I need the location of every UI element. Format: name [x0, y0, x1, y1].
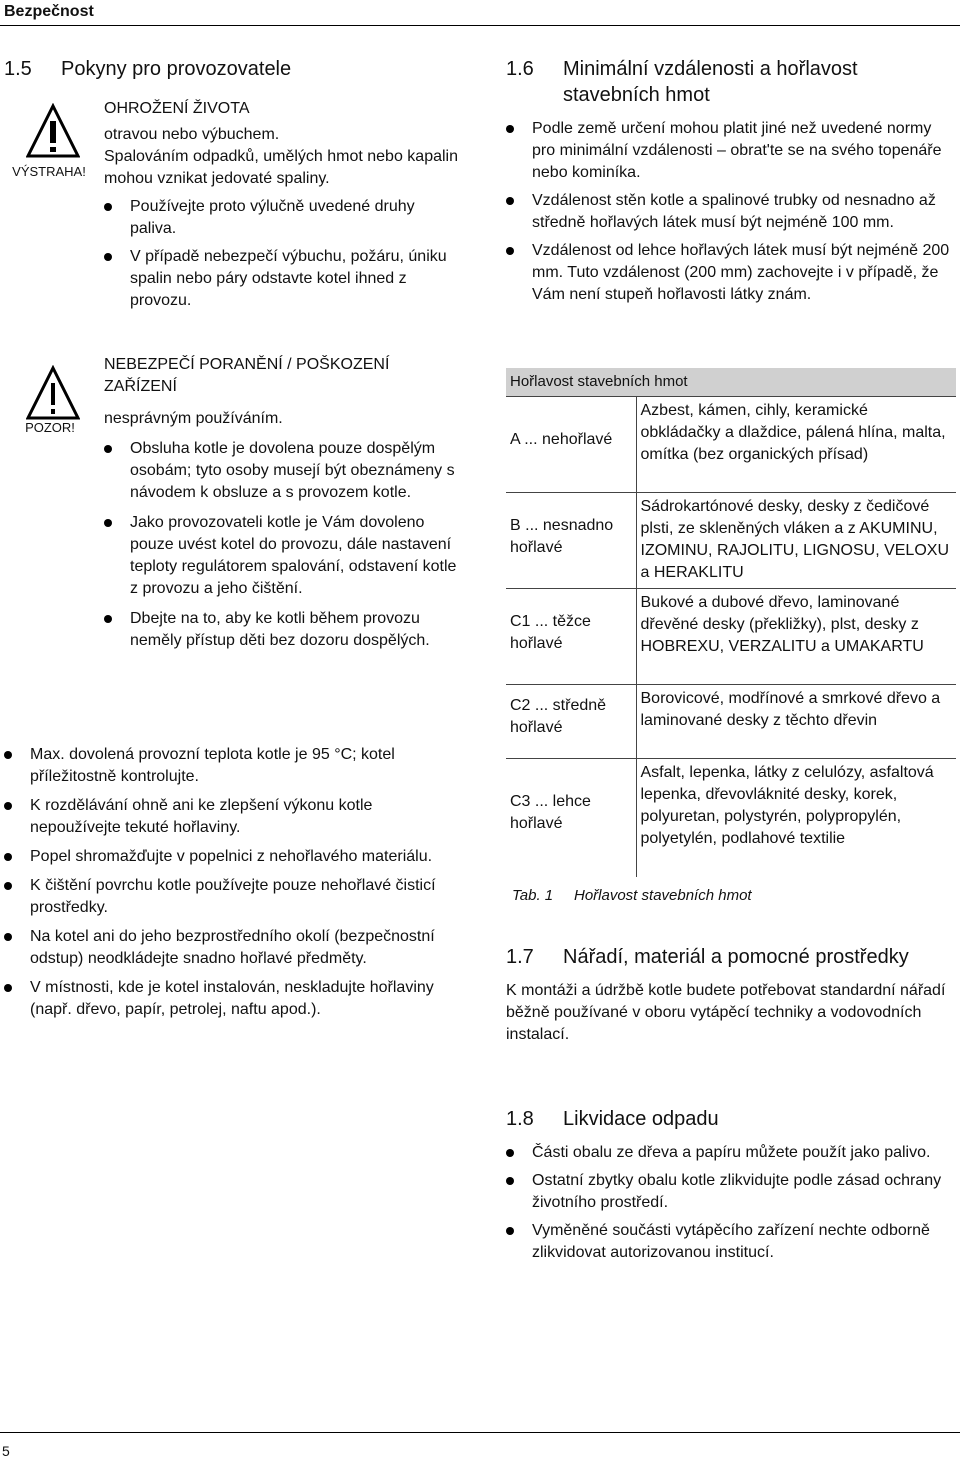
flammability-table	[506, 368, 956, 877]
warning-2-content	[104, 354, 459, 652]
table-row	[506, 493, 956, 589]
section-1-8-bullet: Ostatní zbytky obalu kotle zlikvidujte podle zásad ochrany životního prostředí.	[506, 1170, 956, 1214]
section-title: Nářadí, materiál a pomocné prostředky	[563, 946, 909, 968]
table-cell-class: C2 ... středně hořlavé	[506, 685, 636, 759]
general-bullet: Popel shromažďujte v popelnici z nehořlavého materiálu.	[4, 846, 459, 868]
table-cell-class: B ... nesnadno hořlavé	[506, 493, 636, 589]
warning-block-icon-1	[26, 103, 90, 166]
section-1-6	[506, 56, 956, 306]
warning-triangle-icon	[26, 103, 80, 159]
warning-1-line: otravou nebo výbuchem.	[104, 126, 280, 143]
warning-1-content	[104, 98, 459, 312]
section-1-6-bullet: Vzdálenost od lehce hořlavých látek musí být nejméně 200 mm. Tuto vzdálenost (200 mm) zachovejte i v případě, že Vám není stupeň hořlavosti látky znám.	[506, 240, 956, 306]
section-title: Likvidace odpadu	[563, 1108, 719, 1130]
section-title: Pokyny pro provozovatele	[61, 58, 292, 80]
warning-2-bullet: Jako provozovateli kotle je Vám dovoleno pouze uvést kotel do provozu, dále nastavení teploty regulátorem spalování, odstavení kotle z provozu a jeho čištění.	[104, 512, 459, 600]
section-1-7-text: K montáži a údržbě kotle budete potřebovat standardní nářadí běžně používané v oboru vytápěcí techniky a vodovodních instalací.	[506, 982, 946, 1043]
section-1-6-bullet: Podle země určení mohou platit jiné než uvedené normy pro minimální vzdálenosti – obrat'te se na svého topenáře nebo kominíka.	[506, 118, 956, 184]
general-bullet: Max. dovolená provozní teplota kotle je 95 °C; kotel příležitostně kontrolujte.	[4, 744, 459, 788]
warning-2-bullet: Dbejte na to, aby ke kotli během provozu neměly přístup děti bez dozoru dospělých.	[104, 608, 459, 652]
warning-triangle-icon	[26, 365, 80, 421]
warning-2-line: nesprávným používáním.	[104, 410, 283, 427]
section-number: 1.7	[506, 946, 534, 968]
table-cell-class: C3 ... lehce hořlavé	[506, 759, 636, 877]
section-1-5-heading	[4, 56, 464, 82]
warning-1-bullet: V případě nebezpečí výbuchu, požáru, úniku spalin nebo páry odstavte kotel ihned z provozu.	[104, 246, 459, 312]
section-1-8-bullet: Části obalu ze dřeva a papíru můžete použít jako palivo.	[506, 1142, 956, 1164]
table-cell-materials: Sádrokartónové desky, desky z čedičové plsti, ze skleněných vláken a z AKUMINU, IZOMINU, RAJOLITU, LIGNOSU, VELOXU a HERAKLITU	[636, 493, 956, 589]
table-caption-num: Tab. 1	[512, 886, 554, 904]
section-number: 1.5	[4, 58, 32, 80]
table-row	[506, 759, 956, 877]
warning-2-title: NEBEZPEČÍ PORANĚNÍ / POŠKOZENÍ ZAŘÍZENÍ	[104, 356, 390, 395]
warning-1-bullet: Používejte proto výlučně uvedené druhy paliva.	[104, 196, 459, 240]
general-bullet: K rozdělávání ohně ani ke zlepšení výkonu kotle nepoužívejte tekuté hořlaviny.	[4, 795, 459, 839]
page-header	[0, 0, 960, 26]
table-cell-materials: Asfalt, lepenka, látky z celulózy, asfaltová lepenka, dřevovláknité desky, korek, polyuretan, polystyrén, polypropylén, polyetylén, podlahové textilie	[636, 759, 956, 877]
warning-block-icon-2	[26, 365, 90, 428]
table-caption	[506, 885, 958, 907]
table-cell-materials: Azbest, kámen, cihly, keramické obkládačky a dlaždice, pálená hlína, malta, omítka (bez organických přísad)	[636, 397, 956, 493]
flammability-table-block	[506, 368, 958, 907]
header-title: Bezpečnost	[4, 3, 94, 20]
section-number: 1.8	[506, 1108, 534, 1130]
table-cell-materials: Borovicové, modřínové a smrkové dřevo a laminované desky z těchto dřevin	[636, 685, 956, 759]
section-number: 1.6	[506, 58, 534, 80]
warning-2-bullet: Obsluha kotle je dovolena pouze dospělým osobám; tyto osoby musejí být obeznámeny s návodem k obsluze a s provozem kotle.	[104, 438, 459, 504]
table-cell-class: C1 ... těžce hořlavé	[506, 589, 636, 685]
general-bullet: K čištění povrchu kotle používejte pouze nehořlavé čisticí prostředky.	[4, 875, 459, 919]
section-title: Minimální vzdálenosti a hořlavost stavebních hmot	[563, 58, 858, 106]
table-cell-class: A ... nehořlavé	[506, 397, 636, 493]
section-1-7	[506, 944, 956, 1046]
table-row	[506, 685, 956, 759]
table-row	[506, 589, 956, 685]
warning-1-title: OHROŽENÍ ŽIVOTA	[104, 100, 250, 117]
general-bullet: V místnosti, kde je kotel instalován, neskladujte hořlaviny (např. dřevo, papír, petrolej, naftu apod.).	[4, 977, 459, 1021]
table-caption-text: Hořlavost stavebních hmot	[574, 886, 752, 904]
table-row	[506, 397, 956, 493]
warning-label-2: POZOR!	[25, 420, 75, 435]
general-bullet: Na kotel ani do jeho bezprostředního okolí (bezpečnostní odstup) neodkládejte snadno hořlavé předměty.	[4, 926, 459, 970]
section-1-8-bullet: Vyměněné součásti vytápěcího zařízení nechte odborně zlikvidovat autorizovanou institucí.	[506, 1220, 956, 1264]
section-1-6-bullet: Vzdálenost stěn kotle a spalinové trubky od nesnadno až středně hořlavých látek musí být nejméně 100 mm.	[506, 190, 956, 234]
page-number: 5	[2, 1443, 10, 1458]
table-cell-materials: Bukové a dubové dřevo, laminované dřevěné desky (překližky), plst, desky z HOBREXU, VERZALITU a UMAKARTU	[636, 589, 956, 685]
general-bullets	[4, 744, 459, 1021]
warning-label-1: VÝSTRAHA!	[12, 164, 86, 179]
section-1-8	[506, 1106, 956, 1264]
warning-1-line: Spalováním odpadků, umělých hmot nebo kapalin mohou vznikat jedovaté spaliny.	[104, 148, 458, 187]
footer-rule	[0, 1432, 960, 1433]
table-header: Hořlavost stavebních hmot	[506, 368, 956, 397]
